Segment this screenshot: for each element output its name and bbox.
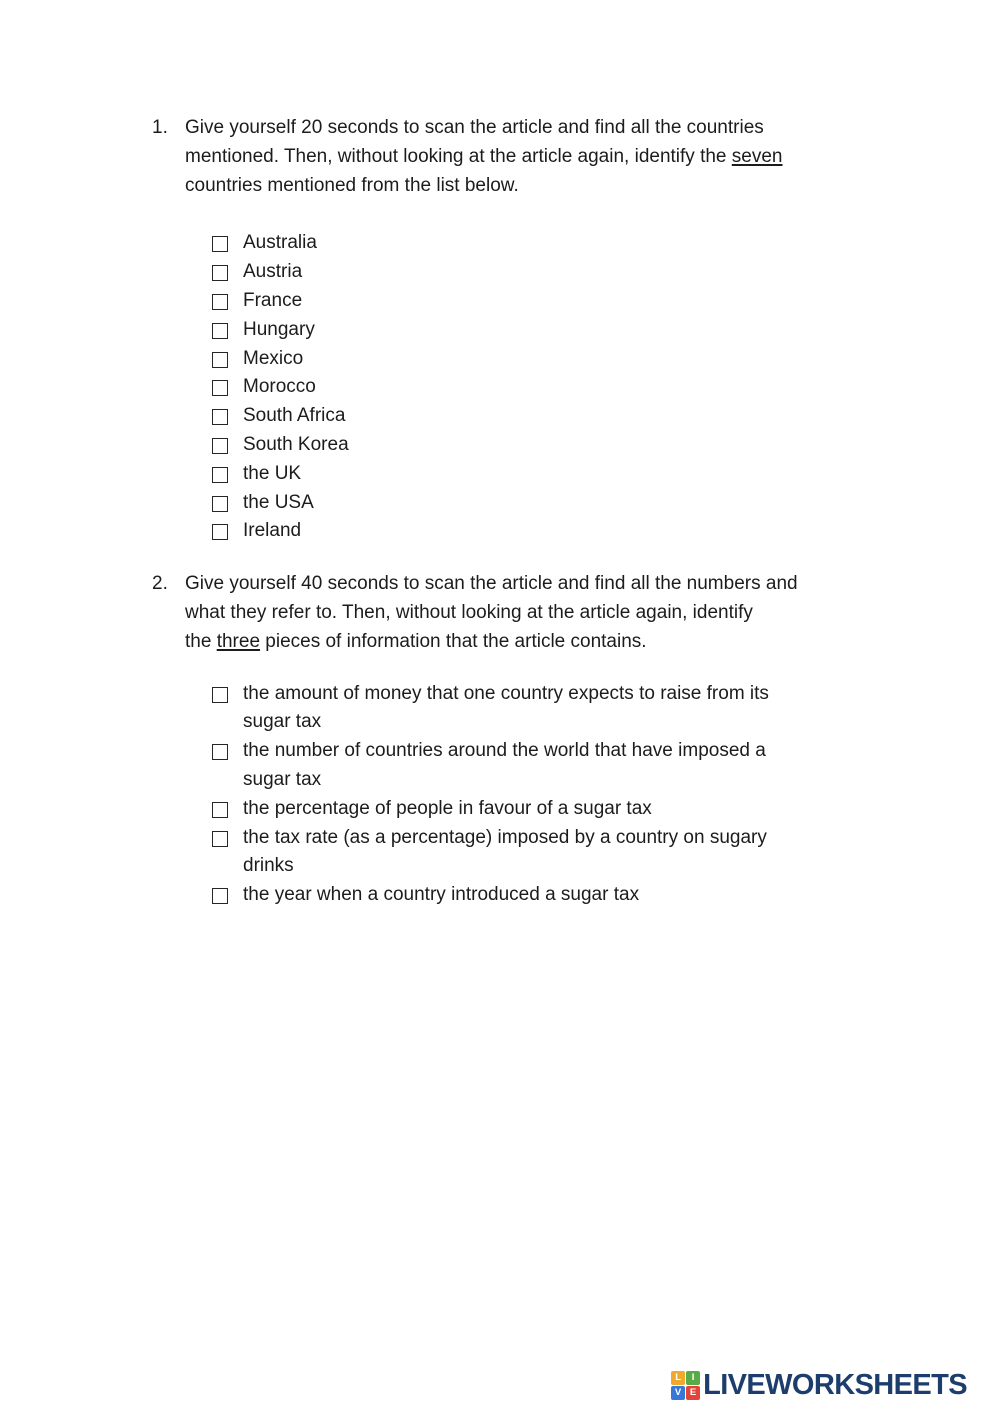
text-segment: countries mentioned from the list below. [185,174,519,196]
checkbox-france[interactable] [212,294,228,310]
checklist-item-label: drinks [243,855,294,877]
text-segment: mentioned. Then, without looking at the article again, identify the [185,145,732,167]
liveworksheets-logo-icon [671,1371,700,1400]
checklist-item-label: the tax rate (as a percentage) imposed by a country on sugary [243,826,767,848]
checklist-item-the-tax-rate-as [212,824,1000,882]
checkbox-the-number-of-countries[interactable] [212,744,228,760]
checklist-item-label: the UK [243,462,302,484]
checklist-item-hungary [212,316,1000,345]
text-line [185,628,798,657]
checklist-item-label: sugar tax [243,768,322,790]
checklist-item-label: France [243,289,303,311]
checklist-item-label: the amount of money that one country expects to raise from its [243,682,769,704]
text-segment: pieces of information that the article contains. [260,630,647,652]
checklist-item-austria [212,258,1000,287]
question-1-number: 1. [152,117,168,138]
checklist-item-the-amount-of-money [212,680,1000,738]
checklist-item-morocco [212,373,1000,402]
checklist-item-the-usa [212,489,1000,518]
checklist-item-the-percentage-of-people [212,795,1000,824]
checklist-item-label: the number of countries around the world that have imposed a [243,740,766,762]
checkbox-australia[interactable] [212,236,228,252]
text-segment: what they refer to. Then, without looking at the article again, identify [185,601,753,623]
text-line [185,172,782,201]
question-2-number: 2. [152,573,168,595]
checkbox-morocco[interactable] [212,380,228,396]
checkbox-south-korea[interactable] [212,438,228,454]
checklist-item-label: Mexico [243,347,304,369]
checkbox-the-tax-rate-as[interactable] [212,831,228,847]
checkbox-the-percentage-of-people[interactable] [212,802,228,818]
checkbox-mexico[interactable] [212,352,228,368]
checklist-item-label: sugar tax [243,711,322,733]
checklist-item-france [212,287,1000,316]
checklist-item-the-number-of-countries [212,737,1000,795]
text-line [185,570,798,599]
checklist-item-south-africa [212,402,1000,431]
checklist-item-label: the percentage of people in favour of a sugar tax [243,797,652,819]
checklist-item-ireland [212,517,1000,546]
checklist-item-label: the year when a country introduced a sugar tax [243,884,640,906]
text-segment: the [185,630,217,652]
checkbox-south-africa[interactable] [212,409,228,425]
checklist-item-label: Ireland [243,520,302,542]
checkbox-ireland[interactable] [212,524,228,540]
checkbox-hungary[interactable] [212,323,228,339]
question-2-text [185,570,798,656]
checkbox-the-amount-of-money[interactable] [212,687,228,703]
checklist-item-mexico [212,345,1000,374]
text-segment: Give yourself 40 seconds to scan the article and find all the numbers and [185,573,798,595]
question-1-text [185,114,782,200]
logo-square-v: V [671,1386,685,1400]
checklist-item-label: Morocco [243,376,316,398]
text-line [185,143,782,172]
logo-square-l: L [671,1371,685,1385]
question-2 [152,570,1000,656]
checkbox-the-usa[interactable] [212,496,228,512]
checkbox-the-uk[interactable] [212,467,228,483]
checklist-item-the-uk [212,460,1000,489]
checklist-item-label: the USA [243,491,314,513]
underlined-word: three [216,630,261,652]
information-checklist [212,680,1000,910]
checkbox-austria[interactable] [212,265,228,281]
checkbox-the-year-when-a[interactable] [212,888,228,904]
country-checklist [212,229,1000,546]
checklist-item-label: Australia [243,232,317,254]
liveworksheets-logo [671,1371,967,1400]
text-line [185,114,782,143]
checklist-item-south-korea [212,431,1000,460]
checklist-item-label: Hungary [243,318,315,340]
checklist-item-the-year-when-a [212,881,1000,910]
checklist-item-australia [212,229,1000,258]
question-1 [152,0,1000,200]
liveworksheets-wordmark: LIVEWORKSHEETS [703,1369,967,1401]
text-segment: Give yourself 20 seconds to scan the article and find all the countries [185,117,764,138]
checklist-item-label: Austria [243,261,303,283]
text-line [185,599,798,628]
underlined-word: seven [731,145,783,167]
logo-square-i: I [686,1371,700,1385]
checklist-item-label: South Africa [243,405,346,427]
logo-square-e: E [686,1386,700,1400]
checklist-item-label: South Korea [243,433,349,455]
